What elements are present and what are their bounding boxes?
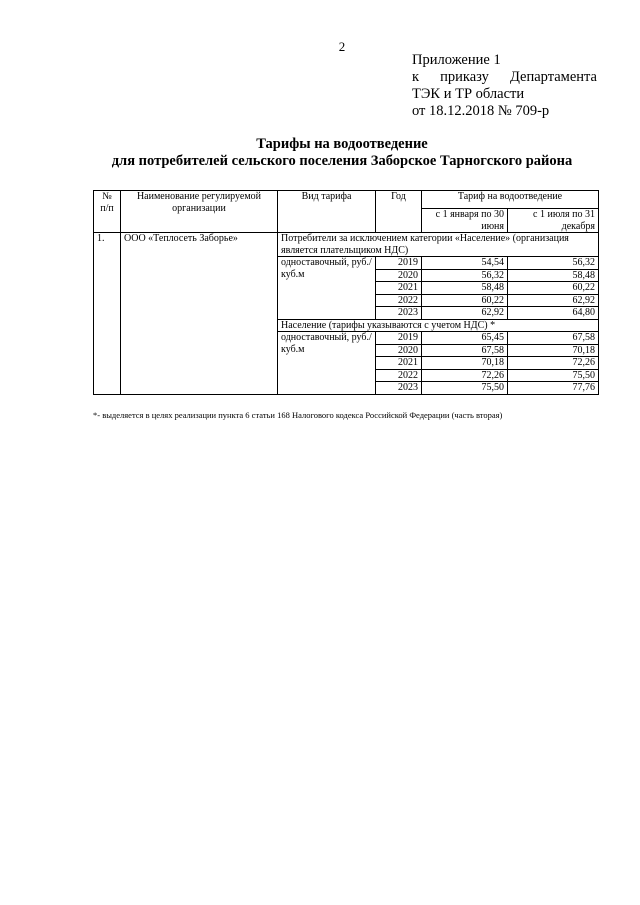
value-second-half: 72,26 (508, 357, 599, 370)
header-number: № п/п (94, 191, 121, 233)
value-second-half: 64,80 (508, 307, 599, 320)
value-first-half: 60,22 (422, 294, 508, 307)
value-first-half: 56,32 (422, 269, 508, 282)
appendix-line-1: Приложение 1 (412, 52, 501, 68)
appendix-block (412, 52, 597, 120)
value-second-half: 77,76 (508, 382, 599, 395)
page-number: 2 (338, 39, 346, 54)
year-cell: 2020 (376, 344, 422, 357)
appendix-line-4: от 18.12.2018 № 709-р (412, 103, 550, 119)
year-cell: 2023 (376, 307, 422, 320)
value-first-half: 54,54 (422, 257, 508, 270)
document-title-line-2: для потребителей сельского поселения Заборское Тарногского района (111, 153, 573, 169)
appendix-line-2: к приказу Департамента (412, 69, 597, 85)
appendix-line-3: ТЭК и ТР области (412, 86, 525, 102)
header-year: Год (376, 191, 422, 233)
value-first-half: 65,45 (422, 332, 508, 345)
value-second-half: 75,50 (508, 369, 599, 382)
value-second-half: 70,18 (508, 344, 599, 357)
value-first-half: 75,50 (422, 382, 508, 395)
year-cell: 2021 (376, 357, 422, 370)
year-cell: 2022 (376, 294, 422, 307)
header-tariff-type: Вид тарифа (278, 191, 376, 233)
document-title-line-1: Тарифы на водоотведение (256, 136, 428, 152)
value-second-half: 58,48 (508, 269, 599, 282)
year-cell: 2022 (376, 369, 422, 382)
row-number: 1. (94, 233, 121, 395)
header-organization: Наименование регулируемой организации (121, 191, 278, 233)
year-cell: 2019 (376, 257, 422, 270)
header-first-half: с 1 января по 30 июня (422, 209, 508, 233)
tariff-type: одноставочный, руб./куб.м (278, 257, 376, 320)
footnote: *- выделяется в целях реализации пункта 6 статьи 168 Налогового кодекса Российской Федерации (часть вторая) (93, 410, 503, 420)
organization-name: ООО «Теплосеть Заборье» (121, 233, 278, 395)
year-cell: 2019 (376, 332, 422, 345)
year-cell: 2020 (376, 269, 422, 282)
value-second-half: 60,22 (508, 282, 599, 295)
value-first-half: 70,18 (422, 357, 508, 370)
tariff-type: одноставочный, руб./куб.м (278, 332, 376, 395)
year-cell: 2023 (376, 382, 422, 395)
tariff-table (93, 190, 599, 395)
category-label: Население (тарифы указываются с учетом НДС) * (278, 319, 599, 332)
header-tariff: Тариф на водоотведение (422, 191, 599, 209)
value-second-half: 56,32 (508, 257, 599, 270)
category-label: Потребители за исключением категории «Население» (организация является плательщиком НДС) (278, 233, 599, 257)
header-second-half: с 1 июля по 31 декабря (508, 209, 599, 233)
year-cell: 2021 (376, 282, 422, 295)
value-first-half: 62,92 (422, 307, 508, 320)
value-second-half: 62,92 (508, 294, 599, 307)
table-row (94, 233, 599, 257)
value-first-half: 58,48 (422, 282, 508, 295)
value-second-half: 67,58 (508, 332, 599, 345)
value-first-half: 72,26 (422, 369, 508, 382)
value-first-half: 67,58 (422, 344, 508, 357)
table-header-row (94, 191, 599, 209)
